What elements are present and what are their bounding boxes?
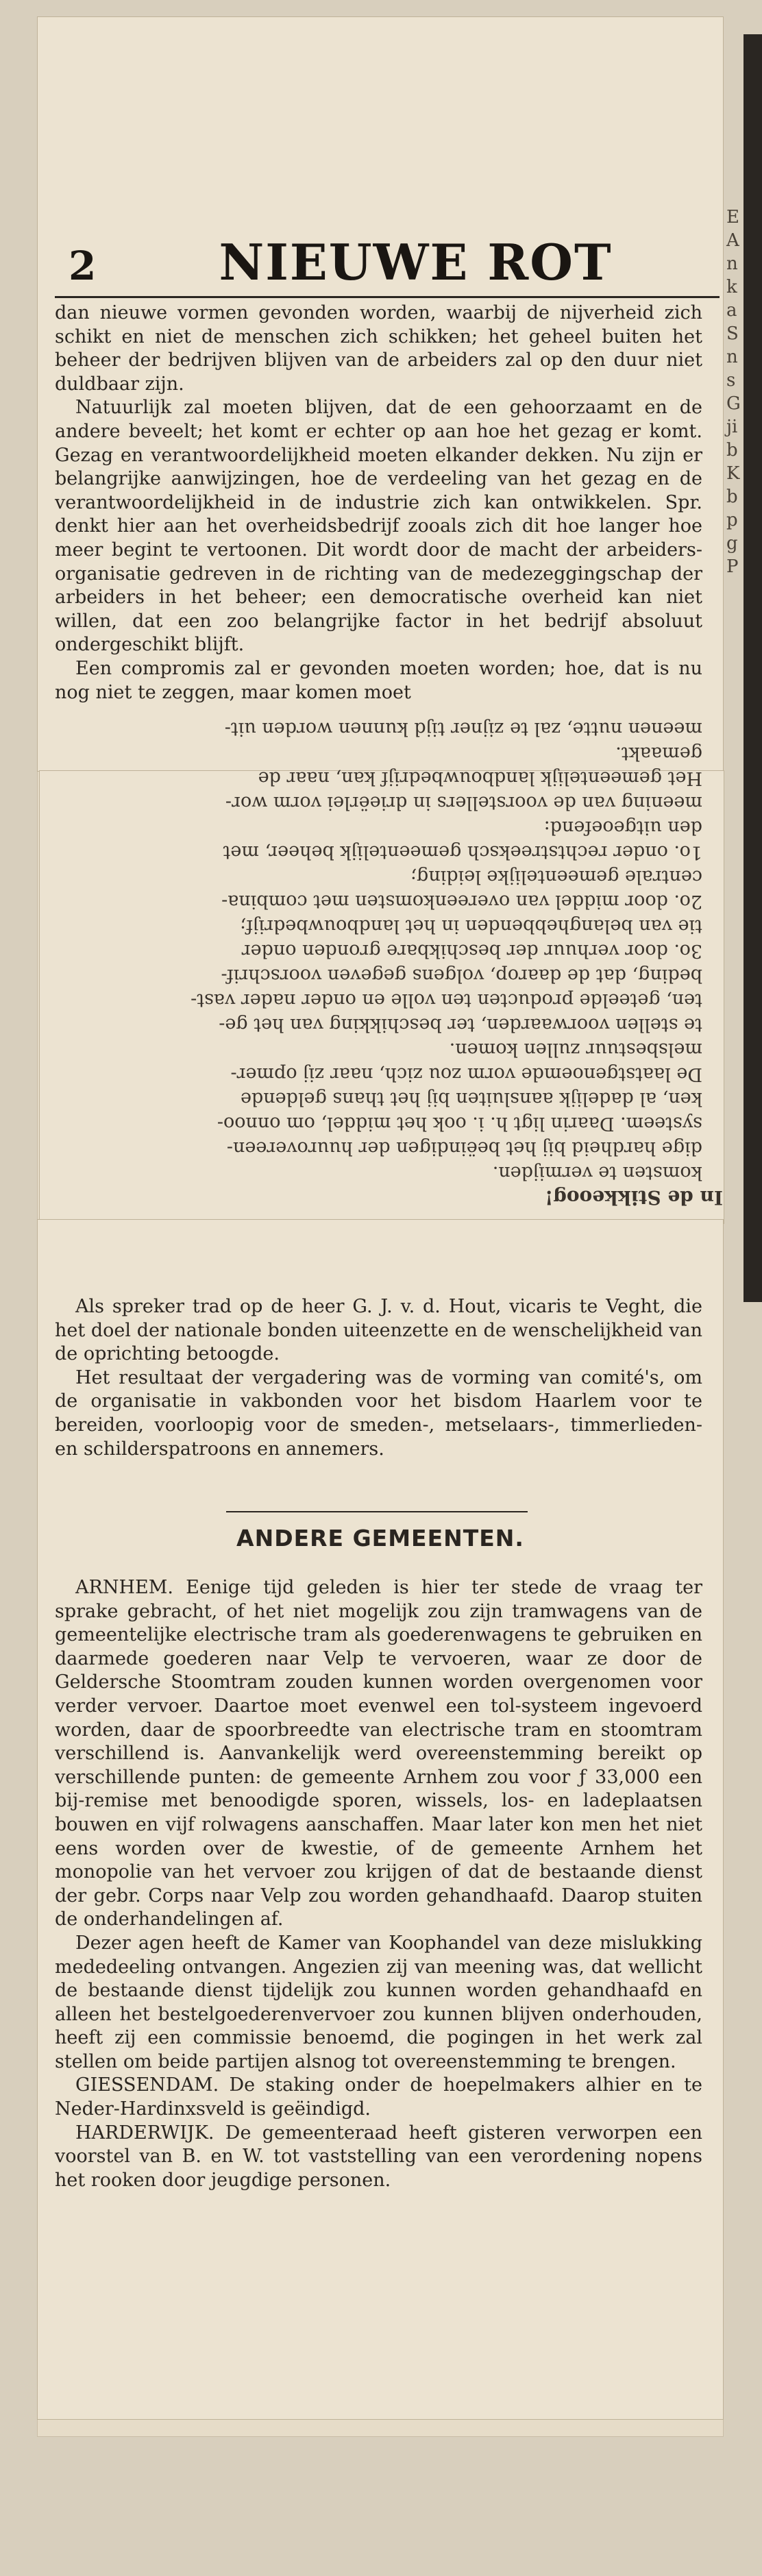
paragraph: te stellen voorwaarden, ter beschikking van het ge- [219, 1014, 702, 1035]
paragraph: ken, al dadelijk aansluiten bij het thans geldende [241, 1088, 702, 1109]
paragraph: Het gemeentelijk landbouwbedrijf kan, naar de [258, 768, 702, 789]
paragraph: GIESSENDAM. De staking onder de hoepelmakers alhier en te Neder-Hardinxsveld is geëindigd. [55, 2074, 702, 2120]
bottom-article [55, 1576, 702, 2192]
margin-letter: S [726, 323, 739, 344]
paragraph: 2o. door middel van overeenkomsten met combina- [221, 891, 702, 912]
paragraph: komsten te vermijden. [492, 1162, 702, 1183]
paragraph: gemaakt. [615, 743, 702, 764]
paragraph: Het resultaat der vergadering was de vorming van comité's, om de organisatie in vakbonden voor het bisdom Haarlem voor te bereiden, voorloopig voor de smeden-, metselaars-, timmerlieden- en schilderspatroons en annemers. [55, 1366, 702, 1460]
inverted-heading: In de Stikkeoog! [545, 1186, 723, 1209]
paragraph: 3o. door verhuur der beschikbare gronden onder [241, 940, 702, 961]
margin-letter: n [726, 254, 738, 274]
paragraph: ARNHEM. Eenige tijd geleden is hier ter stede de vraag ter sprake gebracht, of het niet mogelijk zou zijn tramwagens van de gemeentelijke electrische tram als goederenwagens te gebruiken en daarmede goederen naar Velp te vervoeren, waar ze door de Geldersche Stoomtram zouden kunnen worden overgenomen voor verder vervoer. Daartoe moet evenwel een tol-systeem ingevoerd worden, daar de spoorbreedte van electrische tram en stoomtram verschillend is. Aanvankelijk werd overeenstemming bereikt op verschillende punten: de gemeente Arnhem zou voor ƒ 33,000 een bij-remise met benoodigde sporen, wissels, los- en ladeplaatsen bouwen en vijf rolwagens aanschaffen. Maar later kon men het niet eens worden over de kwestie, of de gemeente Arnhem het monopolie van het vervoer zou krijgen of dat de bestaande dienst der gebr. Corps naar Velp zou worden gehandhaafd. Daarop stuiten de onderhandelingen af. [55, 1577, 702, 1930]
paragraph: beding, dat de daarop, volgens gegeven voorschrif- [221, 965, 702, 986]
paragraph: systeem. Daarin ligt h. i. ook het middel, om onnoo- [217, 1113, 702, 1134]
margin-letter: p [726, 510, 738, 530]
paragraph: meenen nutte, zal te zijner tijd kunnen worden uit- [224, 718, 702, 739]
paragraph: melsbestuur zullen komen. [449, 1039, 702, 1060]
margin-letter: ji [726, 417, 738, 437]
page-number: 2 [69, 243, 98, 289]
paragraph: De laatstgenoemde vorm zou zich, naar zij opmer- [230, 1064, 702, 1085]
paragraph: Een compromis zal er gevonden moeten worden; hoe, dat is nu nog niet te zeggen, maar komen moet [55, 657, 702, 703]
section-rule-top [226, 1511, 528, 1512]
paragraph: dige hardheid bij het beëindigen der huurovereen- [226, 1138, 702, 1159]
paragraph: dan nieuwe vormen gevonden worden, waarbij de nijverheid zich schikt en niet de menschen zich schikken; het geheel buiten het beheer der bedrijven blijven van de arbeiders zal op den duur niet duldbaar zijn. [55, 302, 702, 395]
paragraph: Natuurlijk zal moeten blijven, dat de een gehoorzaamt en de andere beveelt; het komt er echter op aan hoe het gezag er komt. Gezag en verantwoordelijkheid moeten elkander dekken. Nu zijn er belangrijke aanwijzingen, hoe de verdeeling van het gezag en de verantwoordelijkheid in de industrie zich kan ontwikkelen. Spr. denkt hier aan het overheidsbedrijf zooals zich dit hoe langer hoe meer begint te vertoonen. Dit wordt door de macht der arbeiders-organisatie gedreven in de richting van de medezeggingschap der arbeiders in het beheer; een democratische overheid kan niet willen, dat een zoo belangrijke factor in het bedrijf absoluut ondergeschikt blijft. [55, 397, 702, 656]
margin-letter: b [726, 440, 738, 461]
newspaper-title: NIEUWE ROT [219, 233, 613, 291]
masthead-rule [55, 296, 720, 298]
margin-letter: k [726, 277, 737, 297]
margin-letter: P [726, 556, 739, 577]
paragraph: den uitgeoefend: [543, 817, 702, 838]
margin-letter: s [726, 370, 736, 391]
inverted-clipping-text [45, 718, 723, 1210]
margin-letter: G [726, 393, 741, 414]
top-article [55, 302, 702, 704]
paragraph: centrale gemeentelijke leiding; [410, 866, 702, 887]
paragraph: meening van de voorstellers in drieërlei vorm wor- [225, 792, 702, 813]
paragraph: 1o. onder rechtstreeksch gemeentelijk beheer, met [223, 842, 702, 863]
paragraph: Als spreker trad op de heer G. J. v. d. Hout, vicaris te Veght, die het doel der nationale bonden uiteenzette en de wenschelijkheid van de oprichting betoogde. [55, 1296, 702, 1365]
paragraph: Dezer agen heeft de Kamer van Koophandel van deze mislukking mededeeling ontvangen. Angezien zij van meening was, dat wellicht de bestaande dienst tijdelijk zou kunnen worden gehandhaafd en alleen het bestelgoederenvervoer zou kunnen blijven onderhouden, heeft zij een commissie benoemd, die pogingen in het werk zal stellen om beide partijen alsnog tot overeenstemming te brengen. [55, 1932, 702, 2072]
margin-letter: K [726, 463, 740, 484]
paragraph: HARDERWIJK. De gemeenteraad heeft gisteren verworpen een voorstel van B. en W. tot vaststelling van een verordening nopens het rooken door jeugdige personen. [55, 2122, 702, 2191]
margin-letters [726, 206, 754, 578]
paragraph: tie van belanghebbenden in het landbouwbedrijf; [240, 916, 702, 937]
margin-letter: b [726, 487, 738, 507]
margin-letter: g [726, 533, 738, 554]
margin-letter: E [726, 207, 739, 228]
margin-letter: n [726, 347, 738, 367]
margin-letter: a [726, 300, 737, 321]
middle-article [55, 1295, 702, 1461]
section-heading: ANDERE GEMEENTEN. [236, 1525, 524, 1551]
masthead [55, 233, 720, 295]
paragraph: ten, geteelde producten ten volle en onder nader vast- [190, 990, 702, 1011]
margin-letter: A [726, 230, 739, 251]
